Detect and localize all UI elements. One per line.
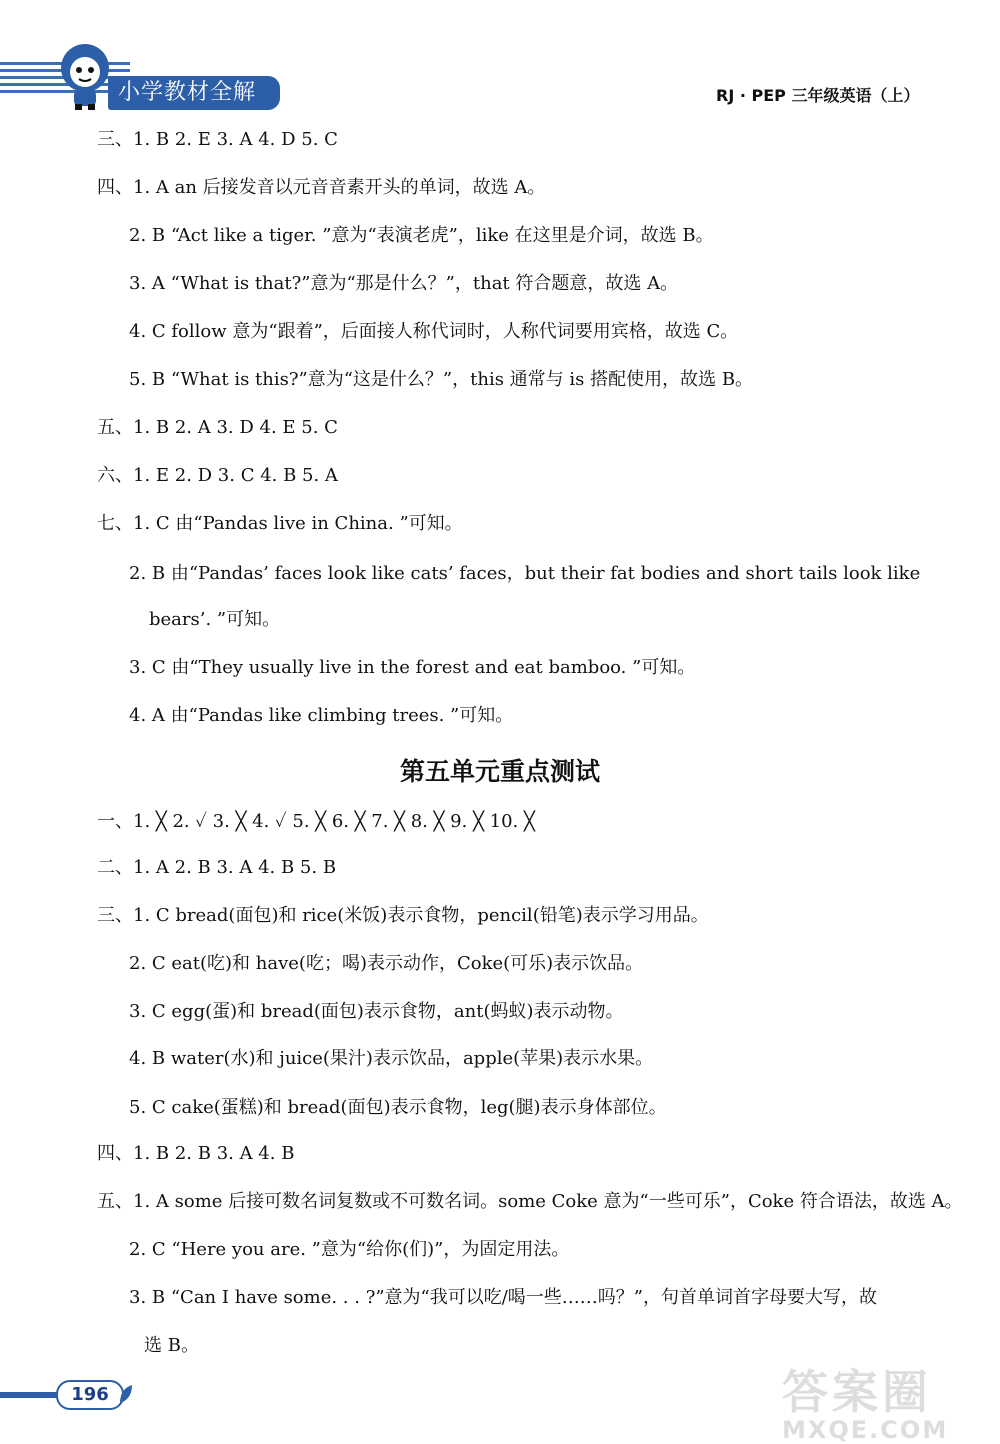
answer-line: 2. B 由“Pandas’ faces look like cats’ faces，but their fat bodies and short tails look like xyxy=(129,563,921,584)
watermark-url: MXQE.COM xyxy=(782,1416,949,1444)
answer-line: 四、1. A an 后接发音以元音音素开头的单词，故选 A。 xyxy=(97,177,546,198)
answer-line: 二、1. A 2. B 3. A 4. B 5. B xyxy=(97,857,337,878)
answer-line: 3. C 由“They usually live in the forest and eat bamboo. ”可知。 xyxy=(129,657,696,678)
footer-bar xyxy=(0,1392,60,1398)
answer-line: 3. A “What is that?”意为“那是什么？”，that 符合题意，故选 A。 xyxy=(129,273,679,294)
watermark-text: 答案圈 xyxy=(782,1365,932,1419)
answer-line: 4. A 由“Pandas like climbing trees. ”可知。 xyxy=(129,705,514,726)
answer-line: 五、1. A some 后接可数名词复数或不可数名词。some Coke 意为“一些可乐”，Coke 符合语法，故选 A。 xyxy=(97,1191,963,1212)
answer-line: 5. B “What is this?”意为“这是什么？”，this 通常与 is 搭配使用，故选 B。 xyxy=(129,369,754,390)
answer-line: 七、1. C 由“Pandas live in China. ”可知。 xyxy=(97,513,463,534)
answer-line: 3. B “Can I have some. . . ?”意为“我可以吃/喝一些……吗？”，句首单词首字母要大写，故 xyxy=(129,1287,878,1308)
answer-line: 三、1. C bread(面包)和 rice(米饭)表示食物，pencil(铅笔)表示学习用品。 xyxy=(97,905,709,926)
watermark xyxy=(782,1356,992,1444)
answer-line: 一、1. ╳ 2. ✓ 3. ╳ 4. ✓ 5. ╳ 6. ╳ 7. ╳ 8. ╳ 9. ╳ 10. ╳ xyxy=(97,811,535,832)
answer-line: 5. C cake(蛋糕)和 bread(面包)表示食物，leg(腿)表示身体部位。 xyxy=(129,1097,667,1118)
answer-line: 4. C follow 意为“跟着”，后面接人称代词时，人称代词要用宾格，故选 C。 xyxy=(129,321,739,342)
answer-line: 五、1. B 2. A 3. D 4. E 5. C xyxy=(97,417,338,438)
answer-line: 六、1. E 2. D 3. C 4. B 5. A xyxy=(97,465,338,486)
answer-line: 三、1. B 2. E 3. A 4. D 5. C xyxy=(97,129,338,150)
answer-line: 3. C egg(蛋)和 bread(面包)表示食物，ant(蚂蚁)表示动物。 xyxy=(129,1001,624,1022)
page-number: 196 xyxy=(56,1380,124,1410)
book-info: RJ · PEP 三年级英语（上） xyxy=(716,86,920,105)
leaf-icon xyxy=(118,1383,134,1405)
answer-line: 选 B。 xyxy=(144,1335,199,1356)
answer-line: 2. B “Act like a tiger. ”意为“表演老虎”，like 在这里是介词，故选 B。 xyxy=(129,225,714,246)
brand-banner xyxy=(108,76,280,110)
answer-line: 4. B water(水)和 juice(果汁)表示饮品，apple(苹果)表示水果。 xyxy=(129,1048,654,1069)
section-title: 第五单元重点测试 xyxy=(399,757,600,786)
answer-line: 2. C “Here you are. ”意为“给你(们)”，为固定用法。 xyxy=(129,1239,570,1260)
answer-line: 四、1. B 2. B 3. A 4. B xyxy=(97,1143,295,1164)
answer-line: 2. C eat(吃)和 have(吃；喝)表示动作，Coke(可乐)表示饮品。 xyxy=(129,953,644,974)
brand-title: 小学教材全解 xyxy=(118,80,257,105)
answer-line: bears’. ”可知。 xyxy=(149,609,281,630)
